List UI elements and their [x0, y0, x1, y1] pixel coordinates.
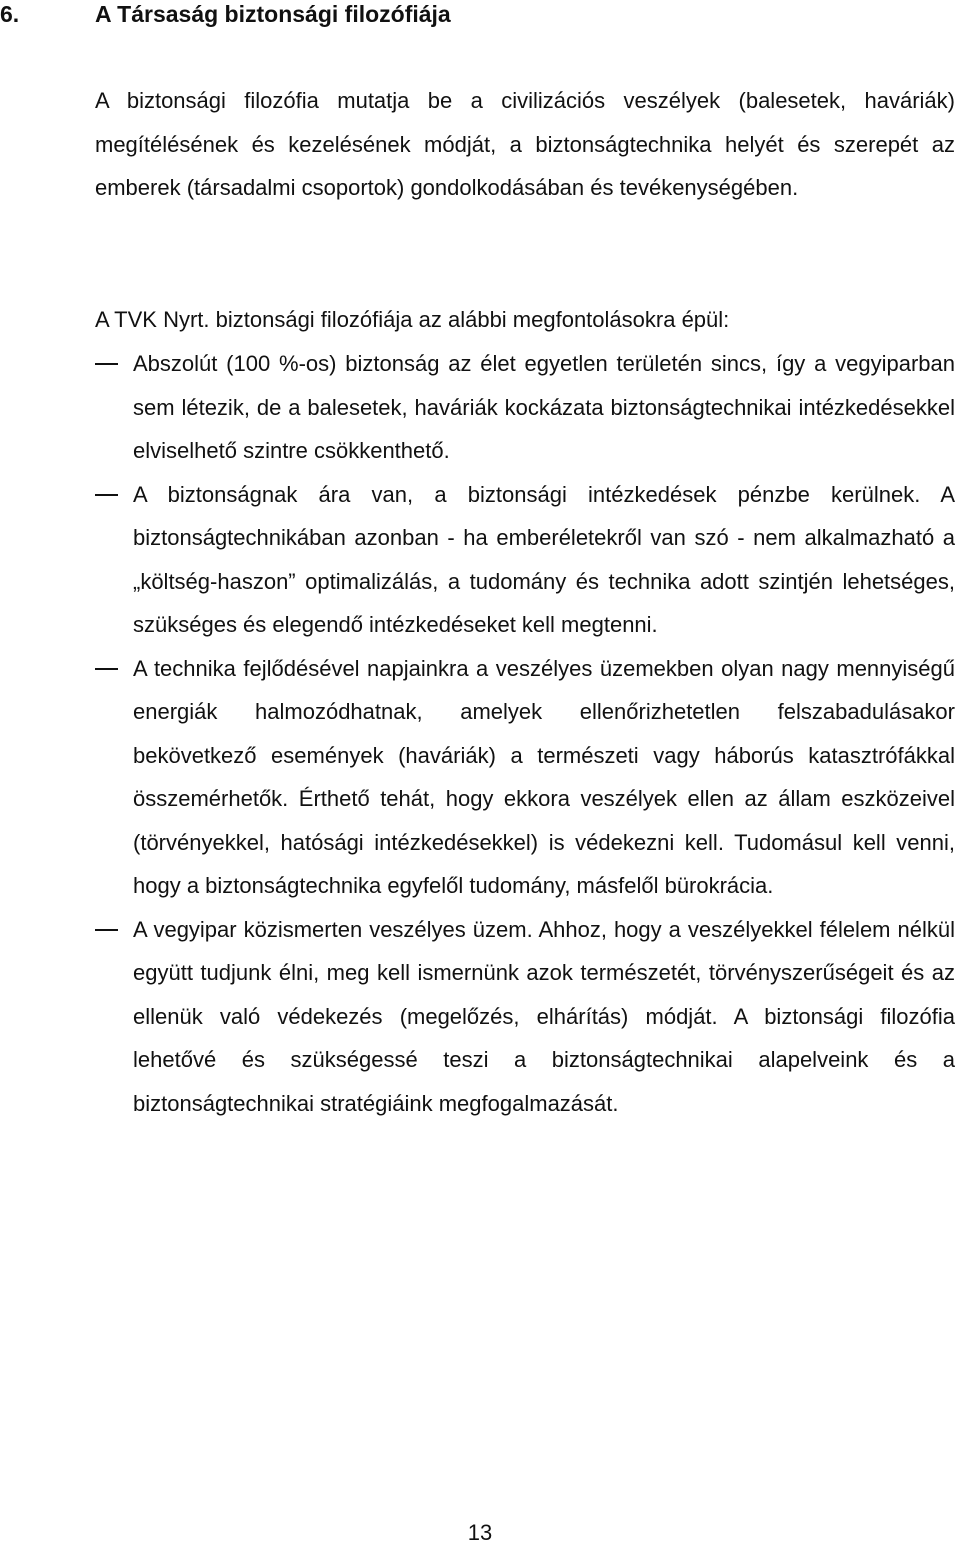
lead-paragraph: A TVK Nyrt. biztonsági filozófiája az alábbi megfontolásokra épül:	[95, 307, 730, 332]
list-item-text: A technika fejlődésével napjainkra a veszélyes üzemekben olyan nagy mennyiségű energiák halmozódhatnak, amelyek ellenőrizhetetlen felszabadulásakor bekövetkező események (haváriák) a természeti vagy háborús katasztrófákkal összemérhetők. Érthető tehát, hogy ekkora veszélyek ellen az állam eszközeivel (törvényekkel, hatósági intézkedésekkel) is védekezni kell. Tudomásul kell venni, hogy a biztonságtechnika egyfelől tudomány, másfelől bürokrácia.	[133, 655, 955, 898]
list-item	[0, 908, 955, 1126]
list-item	[0, 647, 955, 908]
section-title: A Társaság biztonsági filozófiája	[95, 1, 451, 27]
list-item-text: A vegyipar közismerten veszélyes üzem. Ahhoz, hogy a veszélyekkel félelem nélkül együtt tudjunk élni, meg kell ismernünk azok természetét, törvényszerűségeit és az ellenük való védekezés (megelőzés, elhárítás) módját. A biztonsági filozófia lehetővé és szükségessé teszi a biztonságtechnikai alapelveink és a biztonságtechnikai stratégiáink megfogalmazását.	[133, 916, 955, 1116]
principles-list	[0, 342, 960, 1125]
section-heading	[0, 0, 451, 30]
page-number: 13	[467, 1520, 493, 1545]
list-item	[0, 342, 955, 473]
section-number: 6.	[0, 1, 20, 27]
intro-paragraph: A biztonsági filozófia mutatja be a civilizációs veszélyek (balesetek, haváriák) megítélésének és kezelésének módját, a biztonságtechnika helyét és szerepét az emberek (társadalmi csoportok) gondolkodásában és tevékenységében.	[95, 88, 955, 200]
dash-bullet-icon	[95, 668, 118, 670]
list-item-text: A biztonságnak ára van, a biztonsági intézkedések pénzbe kerülnek. A biztonságtechnikában azonban - ha emberéletekről van szó - nem alkalmazható a „költség-haszon” optimalizálás, a tudomány és technika adott szintjén lehetséges, szükséges és elegendő intézkedéseket kell megtenni.	[133, 481, 955, 637]
list-item	[0, 473, 955, 647]
dash-bullet-icon	[95, 363, 118, 365]
dash-bullet-icon	[95, 494, 118, 496]
list-item-text: Abszolút (100 %-os) biztonság az élet egyetlen területén sincs, így a vegyiparban sem létezik, de a balesetek, haváriák kockázata biztonságtechnikai intézkedésekkel elviselhető szintre csökkenthető.	[133, 351, 955, 463]
dash-bullet-icon	[95, 929, 118, 931]
